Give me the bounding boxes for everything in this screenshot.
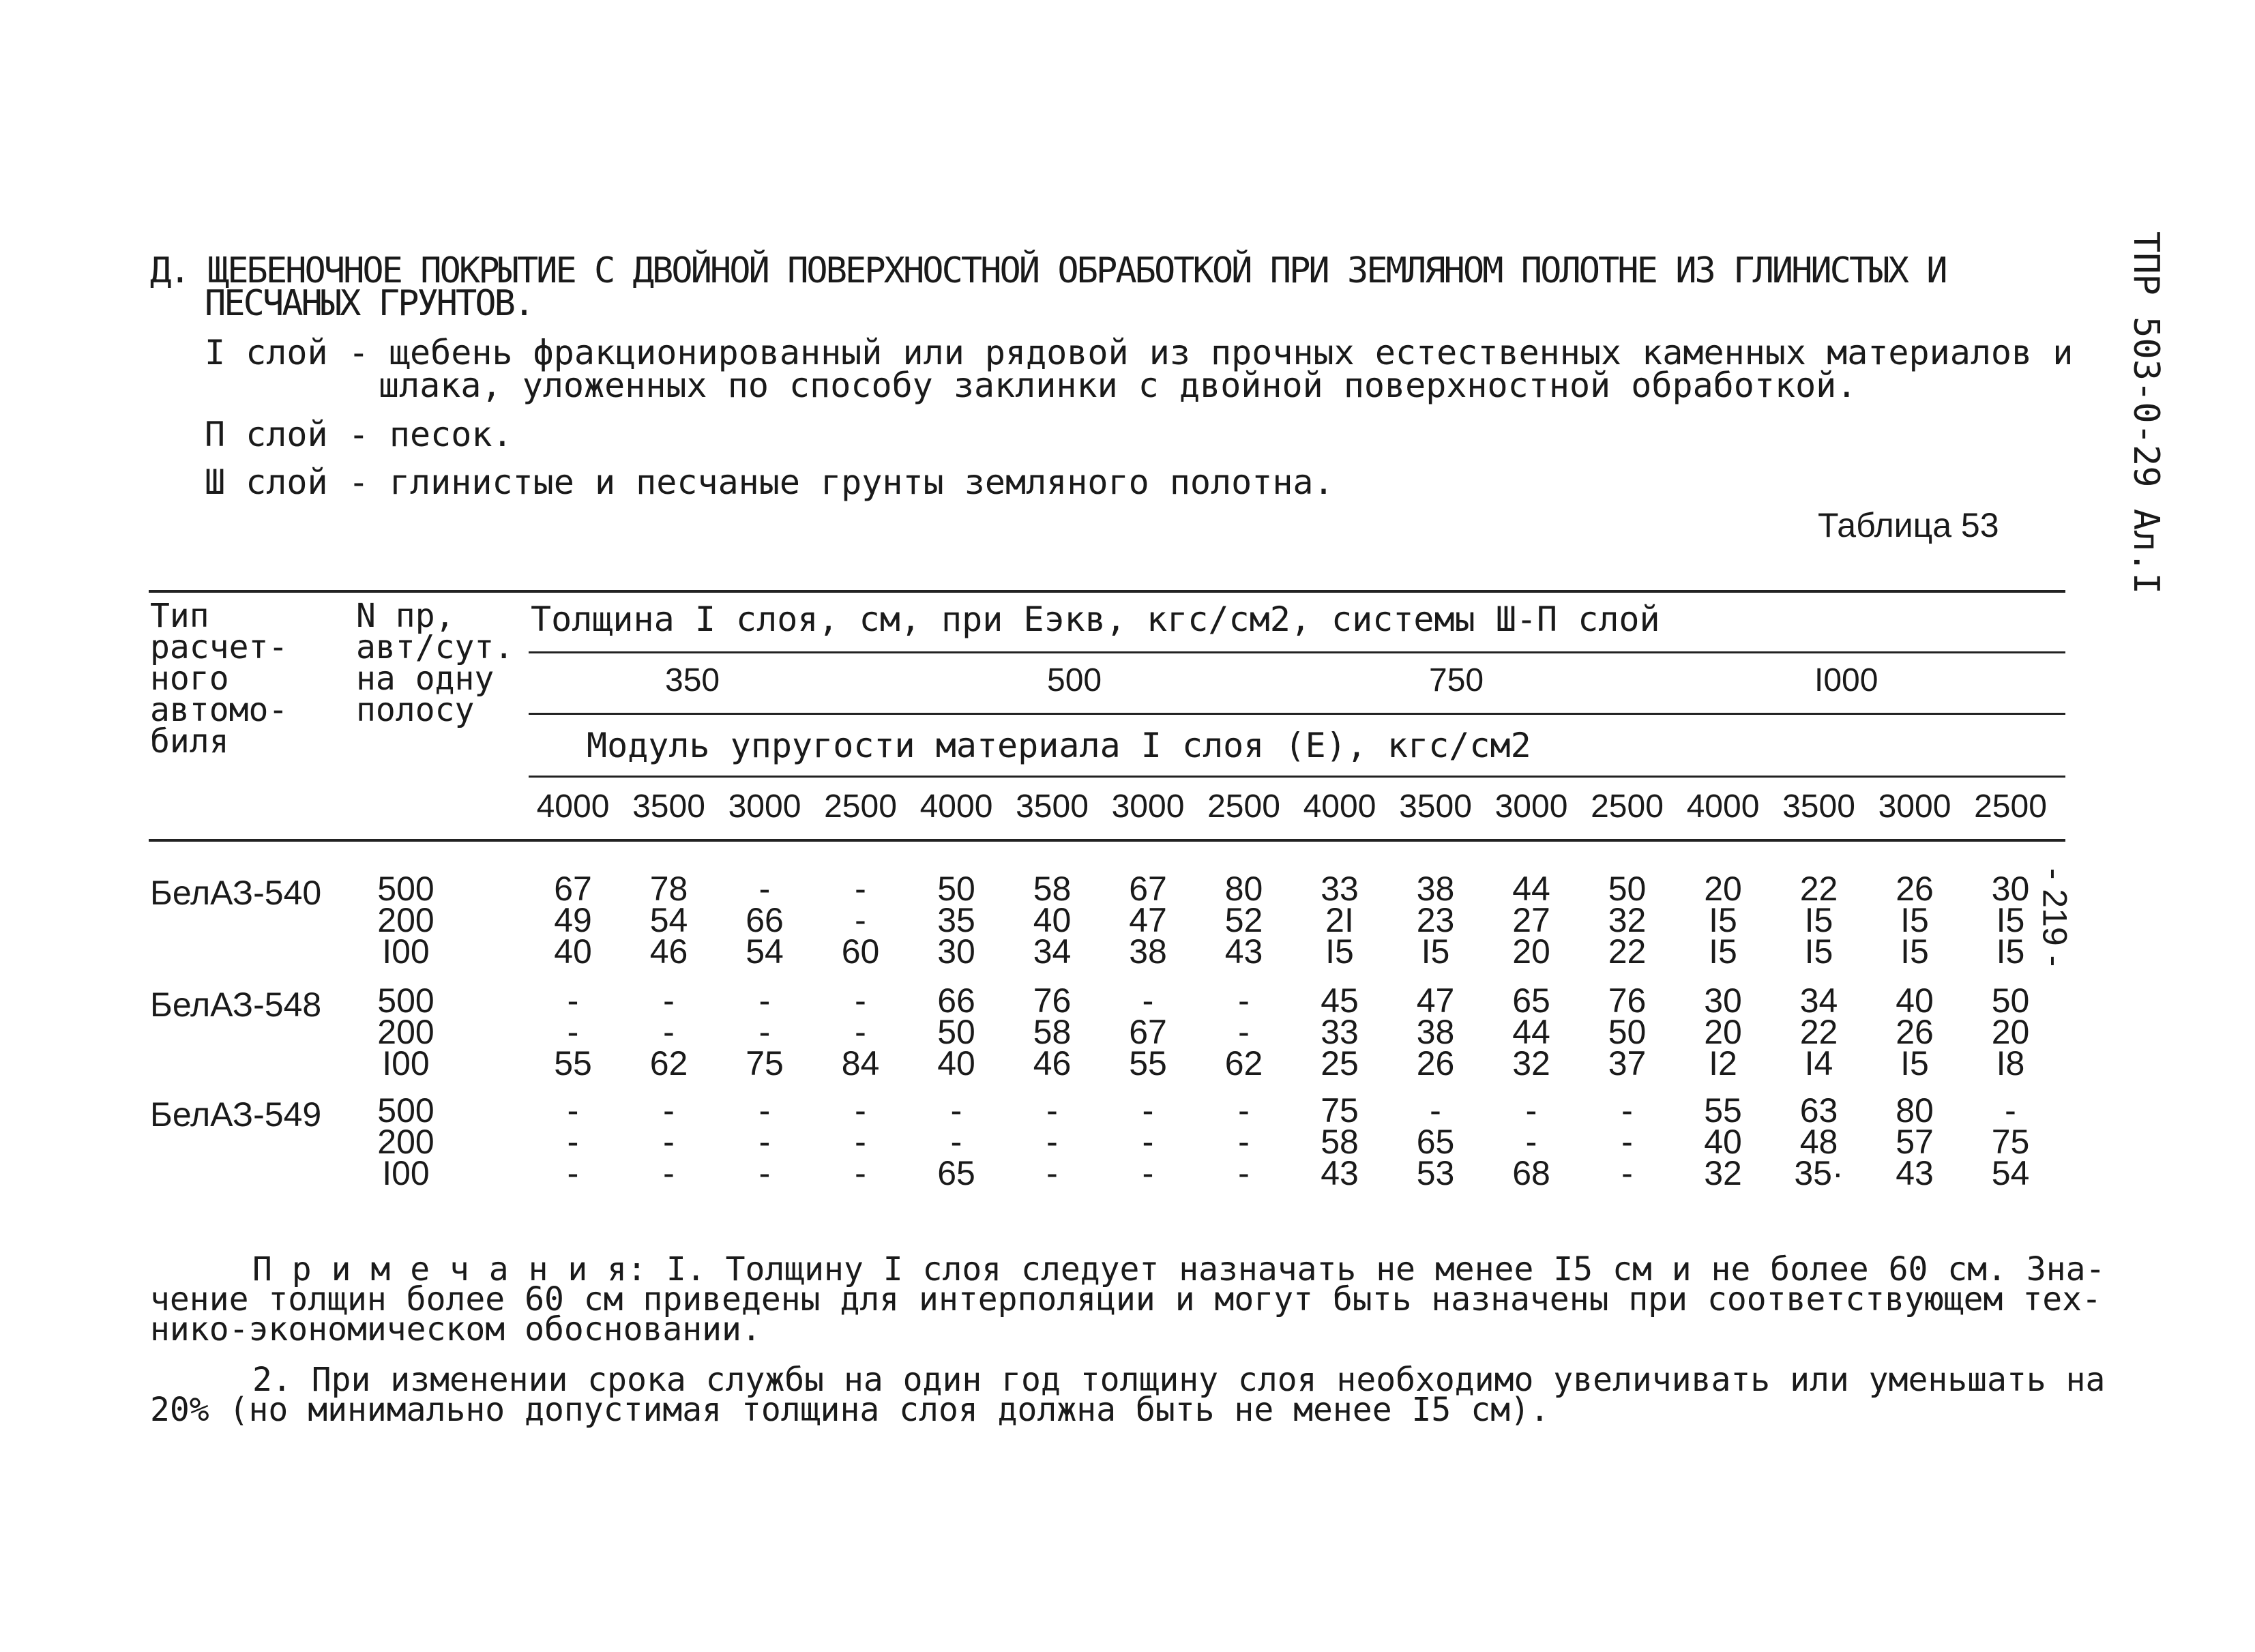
thickness-cell: I5: [1900, 901, 1929, 939]
note1-line2: чение толщин более 60 см приведены для интерполяции и могут быть назначены при соответствующем тех-: [150, 1280, 2102, 1318]
modulus-value: 3000: [728, 788, 801, 825]
thickness-cell: -: [663, 1091, 675, 1130]
note2-line2: 20% (но минимально допустимая толщина слоя должна быть не менее I5 см).: [150, 1391, 1550, 1429]
thickness-cell: -: [2005, 1091, 2016, 1130]
thickness-cell: 50: [1608, 870, 1647, 908]
thickness-cell: 47: [1129, 901, 1167, 939]
thickness-cell: 50: [937, 870, 975, 908]
thickness-cell: I8: [1996, 1044, 2025, 1082]
eekv-label: I000: [1814, 662, 1878, 698]
section-title-line1: Д. ЩЕБЕНОЧНОЕ ПОКРЫТИЕ С ДВОЙНОЙ ПОВЕРХНОСТНОЙ ОБРАБОТКОЙ ПРИ ЗЕМЛЯНОМ ПОЛОТНЕ ИЗ ГЛИНИСТЫХ И: [150, 250, 1946, 291]
thickness-cell: 20: [1704, 870, 1742, 908]
thickness-cell: 65: [1512, 982, 1550, 1020]
traffic-header: [356, 597, 514, 729]
thickness-cell: 75: [746, 1044, 784, 1082]
section-title-line2: ПЕСЧАНЫХ ГРУНТОВ.: [205, 283, 533, 324]
traffic-header-line: авт/сут.: [356, 628, 514, 666]
modulus-value: 3500: [1016, 788, 1089, 825]
thickness-cell: -: [1046, 1123, 1058, 1161]
thickness-cell: 44: [1512, 870, 1550, 908]
modulus-value: 2500: [1207, 788, 1280, 825]
thickness-cell: 30: [1991, 870, 2030, 908]
thickness-cell: 62: [649, 1044, 688, 1082]
modulus-value: 3500: [1399, 788, 1472, 825]
thickness-cell: 37: [1608, 1044, 1647, 1082]
thickness-cell: -: [855, 870, 866, 908]
thickness-cell: -: [1046, 1154, 1058, 1192]
thickness-cell: -: [567, 1123, 579, 1161]
vehicle-label: БелАЗ-548: [150, 986, 322, 1024]
vehicle-type-header-line: биля: [150, 722, 229, 761]
thickness-cell: 38: [1129, 932, 1167, 971]
table-caption: Таблица 53: [1818, 506, 1999, 544]
thickness-cell: 38: [1416, 870, 1455, 908]
thickness-cell: 52: [1224, 901, 1263, 939]
thickness-cell: 43: [1896, 1154, 1934, 1192]
thickness-cell: 40: [1033, 901, 1072, 939]
modulus-value: 3500: [632, 788, 705, 825]
thickness-cell: -: [758, 1154, 771, 1192]
thickness-cell: I5: [1900, 932, 1929, 971]
thickness-cell: -: [1430, 1091, 1441, 1130]
thickness-cell: 68: [1512, 1154, 1550, 1192]
thickness-cell: -: [1238, 1123, 1250, 1161]
thickness-cell: 27: [1512, 901, 1550, 939]
thickness-cell: 46: [1033, 1044, 1072, 1082]
modulus-value: 2500: [824, 788, 897, 825]
thickness-cell: -: [1238, 1154, 1250, 1192]
thickness-cell: 65: [1416, 1123, 1455, 1161]
modulus-value: 3000: [1878, 788, 1951, 825]
thickness-cell: -: [855, 1013, 866, 1051]
note1-line1: П р и м е ч а н и я: I. Толщину I слоя следует назначать не менее I5 см и не более 60 см. Зна-: [252, 1250, 2106, 1288]
eekv-label: 350: [665, 662, 720, 698]
modulus-value: 4000: [1303, 788, 1376, 825]
modulus-value: 2500: [1974, 788, 2047, 825]
document-code: ТПР 503-0-29 Ал.I: [2125, 231, 2167, 595]
thickness-cell: 40: [1896, 982, 1934, 1020]
vehicle-type-header-line: автомо-: [150, 691, 289, 729]
thickness-cell: 55: [1704, 1091, 1742, 1130]
thickness-cell: 55: [554, 1044, 592, 1082]
thickness-cell: 46: [649, 932, 688, 971]
thickness-cell: 32: [1608, 901, 1647, 939]
thickness-cell: 48: [1799, 1123, 1838, 1161]
modulus-value: 4000: [1686, 788, 1760, 825]
thickness-cell: I4: [1804, 1044, 1833, 1082]
thickness-cell: 34: [1799, 982, 1838, 1020]
eekv-bottom-rule: [529, 713, 2065, 715]
thickness-cell: -: [758, 870, 771, 908]
thickness-cell: 40: [554, 932, 592, 971]
thickness-cell: -: [1238, 1013, 1250, 1051]
traffic-header-line: на одну: [356, 660, 495, 698]
thickness-cell: -: [1046, 1091, 1058, 1130]
thickness-cell: -: [950, 1091, 962, 1130]
thickness-cell: 20: [1512, 932, 1550, 971]
modulus-span-header: Модуль упругости материала I слоя (Е), кгс/см2: [587, 726, 1531, 765]
thickness-cell: 49: [554, 901, 592, 939]
thickness-cell: 26: [1416, 1044, 1455, 1082]
layer1-description-line2: шлака, уложенных по способу заклинки с двойной поверхностной обработкой.: [379, 366, 1857, 405]
thickness-cell: 57: [1896, 1123, 1934, 1161]
thickness-cell: 33: [1321, 1013, 1359, 1051]
layer1-description-line1: I слой - щебень фракционированный или рядовой из прочных естественных каменных материалов и: [205, 333, 2074, 372]
thickness-cell: 66: [937, 982, 975, 1020]
thickness-cell: 53: [1416, 1154, 1455, 1192]
traffic-value: 200: [377, 901, 434, 939]
thickness-cell: -: [567, 1154, 579, 1192]
thickness-cell: 67: [1129, 1013, 1167, 1051]
thickness-cell: -: [855, 1123, 866, 1161]
thickness-cell: 67: [554, 870, 592, 908]
traffic-header-line: полосу: [356, 691, 475, 729]
thickness-cell: 30: [937, 932, 975, 971]
modulus-value: 3000: [1494, 788, 1568, 825]
thickness-cell: -: [663, 1123, 675, 1161]
eekv-rule: [529, 651, 2065, 653]
thickness-cell: -: [855, 1154, 866, 1192]
thickness-cell: -: [855, 982, 866, 1020]
thickness-cell: 22: [1799, 1013, 1838, 1051]
thickness-cell: 54: [746, 932, 784, 971]
thickness-cell: -: [855, 901, 866, 939]
thickness-cell: 63: [1799, 1091, 1838, 1130]
thickness-cell: -: [758, 1013, 771, 1051]
thickness-cell: 35: [937, 901, 975, 939]
thickness-cell: 54: [1991, 1154, 2030, 1192]
thickness-cell: 78: [649, 870, 688, 908]
vehicle-type-header-line: Тип: [150, 597, 209, 635]
thickness-cell: 58: [1033, 1013, 1072, 1051]
thickness-cell: -: [1621, 1154, 1633, 1192]
thickness-cell: -: [663, 982, 675, 1020]
thickness-cell: 40: [1704, 1123, 1742, 1161]
thickness-cell: -: [758, 982, 771, 1020]
traffic-header-line: N пр,: [356, 597, 455, 635]
thickness-cell: 22: [1608, 932, 1647, 971]
thickness-cell: -: [1238, 982, 1250, 1020]
thickness-cell: 54: [649, 901, 688, 939]
thickness-cell: 35·: [1794, 1154, 1844, 1192]
thickness-cell: -: [567, 1091, 579, 1130]
traffic-value: 500: [377, 870, 434, 908]
thickness-cell: 32: [1512, 1044, 1550, 1082]
table-header-bottom-rule: [149, 839, 2065, 842]
thickness-cell: 55: [1129, 1044, 1167, 1082]
thickness-cell: 26: [1896, 870, 1934, 908]
thickness-cell: 22: [1799, 870, 1838, 908]
thickness-cell: 60: [841, 932, 880, 971]
thickness-cell: 26: [1896, 1013, 1934, 1051]
modulus-value: 3000: [1111, 788, 1185, 825]
thickness-cell: I5: [1709, 932, 1737, 971]
traffic-value: 200: [377, 1123, 434, 1161]
modulus-value: 3500: [1782, 788, 1855, 825]
thickness-cell: 23: [1416, 901, 1455, 939]
thickness-cell: -: [1525, 1091, 1537, 1130]
modulus-value: 2500: [1591, 788, 1664, 825]
thickness-cell: 50: [1608, 1013, 1647, 1051]
traffic-value: 500: [377, 1091, 434, 1130]
thickness-cell: 20: [1704, 1013, 1742, 1051]
thickness-cell: -: [1238, 1091, 1250, 1130]
thickness-cell: 30: [1704, 982, 1742, 1020]
thickness-cell: 43: [1321, 1154, 1359, 1192]
thickness-cell: I5: [1804, 901, 1833, 939]
thickness-cell: -: [758, 1123, 771, 1161]
thickness-cell: -: [1142, 1154, 1154, 1192]
thickness-cell: 84: [841, 1044, 880, 1082]
note1-line3: нико-экономическом обосновании.: [150, 1310, 761, 1348]
thickness-cell: -: [758, 1091, 771, 1130]
thickness-cell: 25: [1321, 1044, 1359, 1082]
thickness-cell: I5: [1709, 901, 1737, 939]
vehicle-type-header-line: расчет-: [150, 628, 289, 666]
thickness-cell: 76: [1033, 982, 1072, 1020]
eekv-label: 750: [1429, 662, 1484, 698]
thickness-cell: -: [663, 1154, 675, 1192]
thickness-cell: 58: [1033, 870, 1072, 908]
thickness-cell: I2: [1709, 1044, 1737, 1082]
thickness-cell: 80: [1896, 1091, 1934, 1130]
page-number: - 219 -: [2035, 868, 2074, 967]
traffic-value: 500: [377, 982, 434, 1020]
thickness-cell: 66: [746, 901, 784, 939]
thickness-cell: 76: [1608, 982, 1647, 1020]
thickness-cell: 50: [937, 1013, 975, 1051]
thickness-cell: 32: [1704, 1154, 1742, 1192]
thickness-cell: 45: [1321, 982, 1359, 1020]
thickness-cell: 80: [1224, 870, 1263, 908]
thickness-cell: I5: [1421, 932, 1450, 971]
thickness-cell: I5: [1325, 932, 1354, 971]
traffic-value: 200: [377, 1013, 434, 1051]
thickness-cell: -: [1621, 1091, 1633, 1130]
vehicle-type-header-line: ного: [150, 660, 229, 698]
eekv-label: 500: [1047, 662, 1102, 698]
vehicle-label: БелАЗ-540: [150, 874, 322, 912]
traffic-value: I00: [382, 932, 430, 971]
thickness-cell: 67: [1129, 870, 1167, 908]
thickness-cell: 2I: [1325, 901, 1354, 939]
thickness-cell: -: [1142, 1091, 1154, 1130]
layer2-description: П слой - песок.: [205, 415, 513, 454]
thickness-cell: I5: [1996, 901, 2025, 939]
traffic-value: I00: [382, 1044, 430, 1082]
vehicle-label: БелАЗ-549: [150, 1095, 322, 1134]
thickness-cell: 38: [1416, 1013, 1455, 1051]
note2-line1: 2. При изменении срока службы на один год толщину слоя необходимо увеличивать или уменьшать на: [252, 1361, 2106, 1399]
modulus-value: 4000: [536, 788, 610, 825]
thickness-cell: 75: [1991, 1123, 2030, 1161]
traffic-value: I00: [382, 1154, 430, 1192]
thickness-cell: -: [950, 1123, 962, 1161]
thickness-cell: I5: [1996, 932, 2025, 971]
table-top-rule: [149, 590, 2065, 593]
thickness-cell: 65: [937, 1154, 975, 1192]
thickness-cell: 50: [1991, 982, 2030, 1020]
layer3-description: Ш слой - глинистые и песчаные грунты земляного полотна.: [205, 462, 1334, 502]
thickness-cell: -: [855, 1091, 866, 1130]
thickness-cell: I5: [1900, 1044, 1929, 1082]
thickness-cell: -: [1142, 982, 1154, 1020]
modulus-value: 4000: [919, 788, 993, 825]
thickness-cell: -: [1142, 1123, 1154, 1161]
thickness-cell: 43: [1224, 932, 1263, 971]
thickness-cell: 58: [1321, 1123, 1359, 1161]
thickness-span-header: Толщина I слоя, см, при Еэкв, кгс/см2, системы Ш-П слой: [531, 600, 1660, 639]
thickness-cell: 47: [1416, 982, 1455, 1020]
thickness-cell: 20: [1991, 1013, 2030, 1051]
thickness-cell: -: [1525, 1123, 1537, 1161]
thickness-cell: -: [567, 982, 579, 1020]
thickness-cell: -: [1621, 1123, 1633, 1161]
thickness-cell: 33: [1321, 870, 1359, 908]
modulus-rule: [529, 776, 2065, 778]
thickness-cell: -: [567, 1013, 579, 1051]
thickness-cell: 40: [937, 1044, 975, 1082]
thickness-cell: 62: [1224, 1044, 1263, 1082]
thickness-cell: I5: [1804, 932, 1833, 971]
thickness-cell: 34: [1033, 932, 1072, 971]
thickness-cell: -: [663, 1013, 675, 1051]
vehicle-type-header: [150, 597, 289, 761]
thickness-cell: 75: [1321, 1091, 1359, 1130]
thickness-cell: 44: [1512, 1013, 1550, 1051]
